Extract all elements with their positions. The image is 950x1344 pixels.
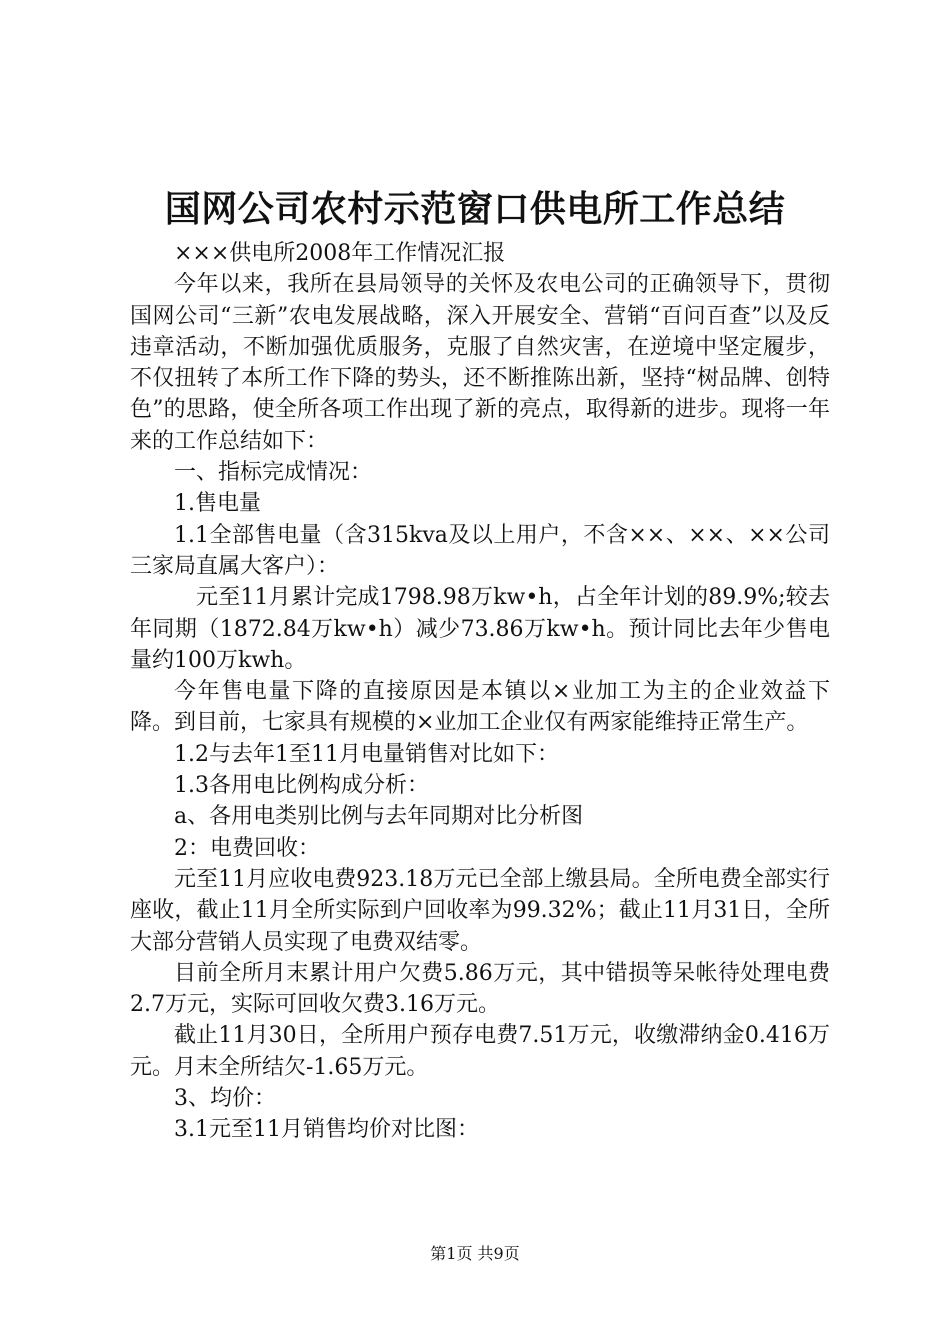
paragraph-sales-decline-reason: 今年售电量下降的直接原因是本镇以×业加工为主的企业效益下降。到目前，七家具有规模的×业加工企业仅有两家能维持正常生产。 bbox=[130, 679, 830, 736]
paragraph-prepaid: 截止11月30日，全所用户预存电费7.51万元，收缴滞纳金0.416万元。月末全所结欠-1.65万元。 bbox=[130, 1023, 830, 1080]
paragraph-total-sales: 1.1全部售电量（含315kva及以上用户，不含××、××、××公司三家局直属大客户）： bbox=[130, 522, 830, 579]
page-footer: 第1页 共9页 bbox=[430, 1244, 520, 1263]
paragraph-usage-ratio: 1.3各用电比例构成分析： bbox=[174, 773, 429, 799]
paragraph-section-1-heading: 一、指标完成情况： bbox=[174, 460, 373, 486]
paragraph-fee-recovery-heading: 2：电费回收： bbox=[174, 835, 320, 861]
paragraph-usage-chart-caption: a、各用电类别比例与去年同期对比分析图 bbox=[174, 804, 584, 830]
paragraph-sales-volume-heading: 1.售电量 bbox=[174, 491, 261, 517]
paragraph-report-heading: ×××供电所2008年工作情况汇报 bbox=[174, 241, 506, 266]
paragraph-arrears: 目前全所月末累计用户欠费5.86万元，其中错损等呆帐待处理电费2.7万元，实际可回收欠费3.16万元。 bbox=[130, 960, 830, 1018]
paragraph-average-price-heading: 3、均价： bbox=[174, 1086, 276, 1112]
paragraph-sales-figures: 元至11月累计完成1798.98万kw•h，占全年计划的89.9%;较去年同期（1872.84万kw•h）减少73.86万kw•h。预计同比去年少售电量约100万kwh。 bbox=[130, 585, 830, 673]
paragraph-sales-comparison: 1.2与去年1至11月电量销售对比如下： bbox=[174, 741, 559, 767]
document-title: 国网公司农村示范窗口供电所工作总结 bbox=[164, 188, 786, 230]
paragraph-intro: 今年以来，我所在县局领导的关怀及农电公司的正确领导下，贯彻国网公司“三新”农电发展战略，深入开展安全、营销“百问百查”以及反违章活动，不断加强优质服务，克服了自然灾害，在逆境中坚定履步，不仅扭转了本所工作下降的势头，还不断推陈出新，坚持“树品牌、创特色”的思路，使全所各项工作出现了新的亮点，取得新的进步。现将一年来的工作总结如下： bbox=[130, 272, 830, 454]
paragraph-average-price-chart: 3.1元至11月销售均价对比图： bbox=[174, 1117, 479, 1143]
document-body bbox=[130, 238, 830, 1146]
paragraph-fee-recovery: 元至11月应收电费923.18万元已全部上缴县局。全所电费全部实行座收，截止11月全所实际到户回收率为99.32%；截止11月31日，全所大部分营销人员实现了电费双结零。 bbox=[130, 866, 830, 955]
